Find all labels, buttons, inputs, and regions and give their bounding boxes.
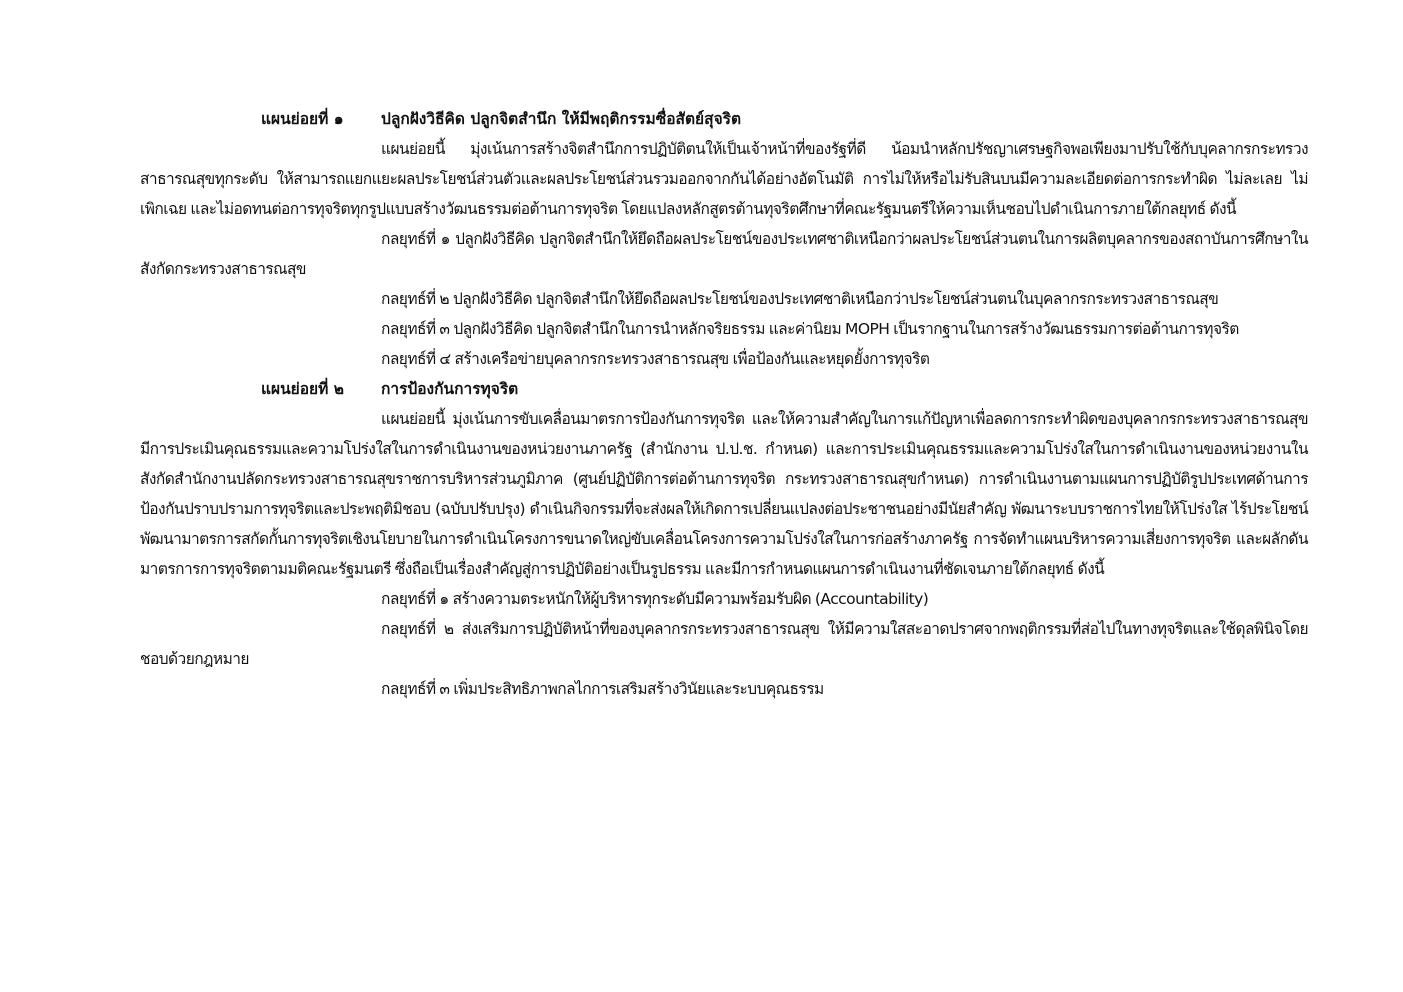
section-intro-paragraph: แผนย่อยนี้ มุ่งเน้นการสร้างจิตสำนึกการปฏิบัติตนให้เป็นเจ้าหน้าที่ของรัฐที่ดี น้อมนำหลักปรัชญาเศรษฐกิจพอเพียงมาปรับใช้กับบุคลากรกระทรวงสาธารณสุขทุกระดับ ให้สามารถแยกแยะผลประโยชน์ส่วนตัวและผลประโยชน์ส่วนรวมออกจากกันได้อย่างอัตโนมัติ การไม่ให้หรือไม่รับสินบนมีความละเอียดต่อการกระทำผิด ไม่ละเลย ไม่เพิกเฉย และไม่อดทนต่อการทุจริตทุกรูปแบบสร้างวัฒนธรรมต่อต้านการทุจริต โดยแปลงหลักสูตรต้านทุจริตศึกษาที่คณะรัฐมนตรีให้ความเห็นชอบไปดำเนินการภายใต้กลยุทธ์ ดังนี้	[140, 140, 1308, 218]
section-label: แผนย่อยที่ ๒	[261, 380, 344, 398]
section-heading	[140, 104, 1308, 134]
strategy-item: กลยุทธ์ที่ ๑ ปลูกฝังวิธีคิด ปลูกจิตสำนึกให้ยึดถือผลประโยชน์ของประเทศชาติเหนือกว่าผลประโยชน์ส่วนตนในการผลิตบุคลากรของสถาบันการศึกษาในสังกัดกระทรวงสาธารณสุข	[140, 230, 1308, 278]
strategy-item: กลยุทธ์ที่ ๒ ส่งเสริมการปฏิบัติหน้าที่ของบุคลากรกระทรวงสาธารณสุข ให้มีความใสสะอาดปราศจากพฤติกรรมที่ส่อไปในทางทุจริตและใช้ดุลพินิจโดยชอบด้วยกฎหมาย	[140, 620, 1308, 668]
strategy-item: กลยุทธ์ที่ ๓ เพิ่มประสิทธิภาพกลไกการเสริมสร้างวินัยและระบบคุณธรรม	[381, 680, 824, 698]
section-label: แผนย่อยที่ ๑	[261, 110, 344, 128]
strategy-item: กลยุทธ์ที่ ๑ สร้างความตระหนักให้ผู้บริหารทุกระดับมีความพร้อมรับผิด (Accountability)	[381, 590, 929, 608]
document-body	[140, 104, 1308, 704]
strategy-item: กลยุทธ์ที่ ๔ สร้างเครือข่ายบุคลากรกระทรวงสาธารณสุข เพื่อป้องกันและหยุดยั้งการทุจริต	[381, 350, 930, 368]
section-title: ปลูกฝังวิธีคิด ปลูกจิตสำนึก ให้มีพฤติกรรมซื่อสัตย์สุจริต	[381, 110, 742, 128]
strategy-item: กลยุทธ์ที่ ๒ ปลูกฝังวิธีคิด ปลูกจิตสำนึกให้ยึดถือผลประโยชน์ของประเทศชาติเหนือกว่าประโยชน์ส่วนตนในบุคลากรกระทรวงสาธารณสุข	[381, 290, 1219, 308]
section-title: การป้องกันการทุจริต	[381, 380, 519, 398]
strategy-item: กลยุทธ์ที่ ๓ ปลูกฝังวิธีคิด ปลูกจิตสำนึกในการนำหลักจริยธรรม และค่านิยม MOPH เป็นรากฐานในการสร้างวัฒนธรรมการต่อต้านการทุจริต	[381, 320, 1239, 338]
section-intro-paragraph: แผนย่อยนี้ มุ่งเน้นการขับเคลื่อนมาตรการป้องกันการทุจริต และให้ความสำคัญในการแก้ปัญหาเพื่อลดการกระทำผิดของบุคลากรกระทรวงสาธารณสุข มีการประเมินคุณธรรมและความโปร่งใสในการดำเนินงานของหน่วยงานภาครัฐ (สำนักงาน ป.ป.ช. กำหนด) และการประเมินคุณธรรมและความโปร่งใสในการดำเนินงานของหน่วยงานในสังกัดสำนักงานปลัดกระทรวงสาธารณสุขราชการบริหารส่วนภูมิภาค (ศูนย์ปฏิบัติการต่อต้านการทุจริต กระทรวงสาธารณสุขกำหนด) การดำเนินงานตามแผนการปฏิบัติรูปประเทศด้านการป้องกันปราบปรามการทุจริตและประพฤติมิชอบ (ฉบับปรับปรุง) ดำเนินกิจกรรมที่จะส่งผลให้เกิดการเปลี่ยนแปลงต่อประชาชนอย่างมีนัยสำคัญ พัฒนาระบบราชการไทยให้โปร่งใส ไร้ประโยชน์ พัฒนามาตรการสกัดกั้นการทุจริตเชิงนโยบายในการดำเนินโครงการขนาดใหญ่ขับเคลื่อนโครงการความโปร่งใสในการก่อสร้างภาครัฐ การจัดทำแผนบริหารความเสี่ยงการทุจริต และผลักดันมาตรการการทุจริตตามมติคณะรัฐมนตรี ซึ่งถือเป็นเรื่องสำคัญสู่การปฏิบัติอย่างเป็นรูปธรรม และมีการกำหนดแผนการดำเนินงานที่ชัดเจนภายใต้กลยุทธ์ ดังนี้	[140, 410, 1308, 578]
section-heading	[140, 374, 1308, 404]
